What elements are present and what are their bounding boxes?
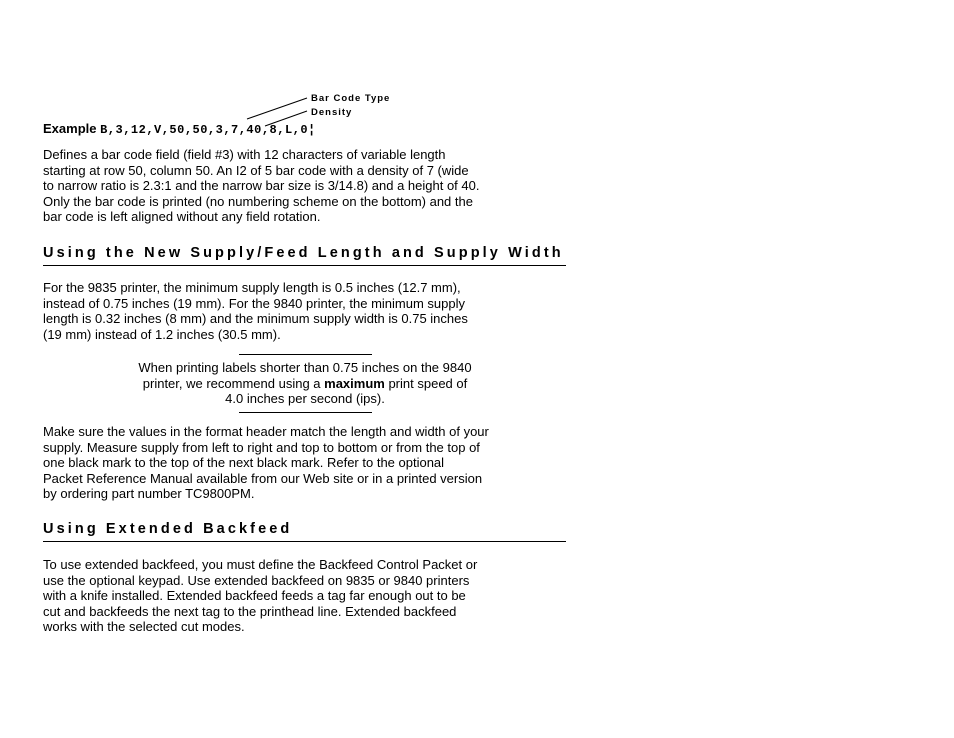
note-text-bold: maximum — [324, 375, 385, 391]
supply-length-paragraph — [43, 280, 573, 342]
example-line — [43, 121, 316, 137]
section-heading-supply-length: Using the New Supply/Feed Length and Supply Width — [43, 245, 566, 266]
leader-line-bar-code-type — [247, 98, 307, 119]
format-header-paragraph-text: Make sure the values in the format header match the length and width of your supply. Measure supply from left to right and top to bottom or from the top of one black mark to the top of the next black mark. Refer to the optional Packet Reference Manual available from our Web site or in a printed version by ordering part number TC9800PM. — [43, 424, 489, 501]
note-box — [100, 354, 510, 413]
format-header-paragraph — [43, 424, 573, 502]
example-code: B,3,12,V,50,50,3,7,40,8,L,0¦ — [100, 123, 316, 137]
note-top-rule — [239, 354, 372, 355]
note-text-before: When printing labels shorter than 0.75 inches on the 9840 printer, we recommend using a — [138, 360, 472, 391]
intro-paragraph — [43, 147, 573, 225]
section-heading-extended-backfeed: Using Extended Backfeed — [43, 521, 566, 542]
callout-bar-code-type: Bar Code Type — [311, 93, 391, 104]
extended-backfeed-paragraph — [43, 557, 573, 635]
note-text-after: print speed of 4.0 inches per second (ips). — [225, 375, 468, 406]
callout-density: Density — [311, 107, 353, 118]
example-label: Example — [43, 121, 97, 136]
note-bottom-rule — [239, 412, 372, 413]
supply-length-paragraph-text: For the 9835 printer, the minimum supply length is 0.5 inches (12.7 mm), instead of 0.75 inches (19 mm). For the 9840 printer, the minimum supply length is 0.32 inches (8 mm) and the minimum supply width is 0.75 inches (19 mm) instead of 1.2 inches (30.5 mm). — [43, 280, 468, 342]
intro-paragraph-text: Defines a bar code field (field #3) with 12 characters of variable length starting at row 50, column 50. An I2 of 5 bar code with a density of 7 (wide to narrow ratio is 2.3:1 and the narrow bar size is 3/14.8) and a height of 40. Only the bar code is printed (no numbering scheme on the bottom) and the bar code is left aligned without any field rotation. — [43, 147, 480, 224]
note-text — [100, 360, 510, 407]
extended-backfeed-paragraph-text: To use extended backfeed, you must define the Backfeed Control Packet or use the optional keypad. Use extended backfeed on 9835 or 9840 printers with a knife installed. Extended backfeed feeds a tag far enough out to be cut and backfeeds the next tag to the printhead line. Extended backfeed works with the selected cut modes. — [43, 557, 478, 634]
